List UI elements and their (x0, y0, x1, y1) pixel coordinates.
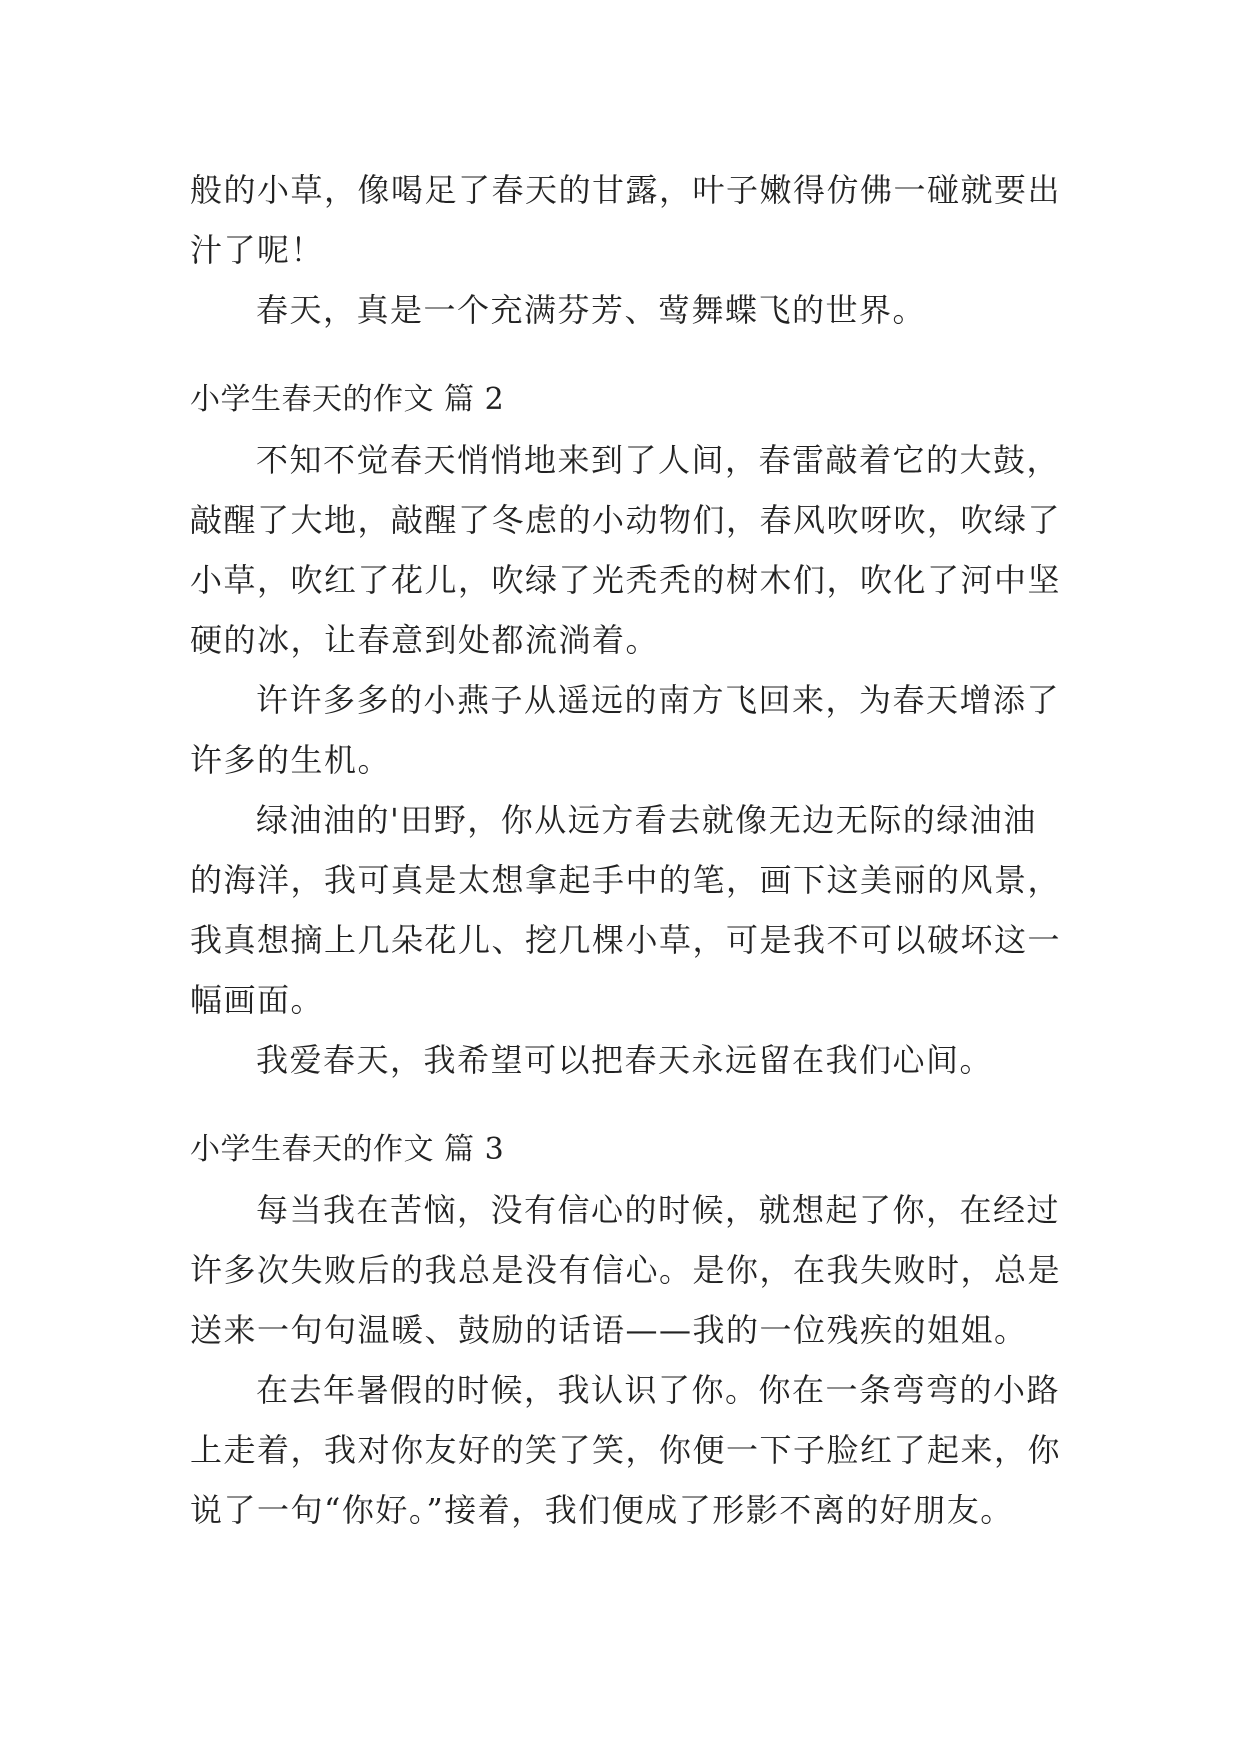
text-line: 敲醒了大地，敲醒了冬虑的小动物们，春风吹呀吹，吹绿了 (190, 501, 1062, 539)
text-line: 幅画面。 (190, 981, 325, 1019)
section-gap (190, 340, 1070, 370)
document-body (190, 160, 1070, 1540)
paragraph-line: 许许多多的小燕子从遥远的南方飞回来，为春天增添了 (256, 681, 1061, 719)
section-heading-2: 小学生春天的作文 篇 2 (190, 382, 505, 417)
text-line: 上走着，我对你友好的笑了笑，你便一下子脸红了起来，你 (190, 1431, 1062, 1469)
text-line: 的海洋，我可真是太想拿起手中的笔，画下这美丽的风景， (190, 861, 1062, 899)
text-line: 送来一句句温暖、鼓励的话语——我的一位残疾的姐姐。 (190, 1311, 1028, 1349)
text-line: 许多次失败后的我总是没有信心。是你，在我失败时，总是 (190, 1251, 1062, 1289)
text-line: 说了一句“你好。”接着，我们便成了形影不离的好朋友。 (190, 1491, 1014, 1529)
text-line: 般的小草，像喝足了春天的甘露，叶子嫩得仿佛一碰就要出 (190, 171, 1062, 209)
paragraph-line: 我爱春天，我希望可以把春天永远留在我们心间。 (256, 1041, 994, 1079)
text-line: 许多的生机。 (190, 741, 392, 779)
paragraph-line: 春天，真是一个充满芬芳、莺舞蝶飞的世界。 (256, 291, 927, 329)
text-line: 硬的冰，让春意到处都流淌着。 (190, 621, 660, 659)
text-line: 我真想摘上几朵花儿、挖几棵小草，可是我不可以破坏这一 (190, 921, 1062, 959)
paragraph-line: 在去年暑假的时候，我认识了你。你在一条弯弯的小路 (256, 1371, 1061, 1409)
text-line: 小草，吹红了花儿，吹绿了光秃秃的树木们，吹化了河中坚 (190, 561, 1062, 599)
paragraph-line: 绿油油的'田野，你从远方看去就像无边无际的绿油油 (256, 801, 1037, 839)
text-line: 汁了呢！ (190, 231, 325, 269)
paragraph-line: 不知不觉春天悄悄地来到了人间，春雷敲着它的大鼓， (256, 441, 1061, 479)
paragraph-line: 每当我在苦恼，没有信心的时候，就想起了你，在经过 (256, 1191, 1061, 1229)
section-heading-3: 小学生春天的作文 篇 3 (190, 1132, 505, 1167)
section-gap (190, 1090, 1070, 1120)
